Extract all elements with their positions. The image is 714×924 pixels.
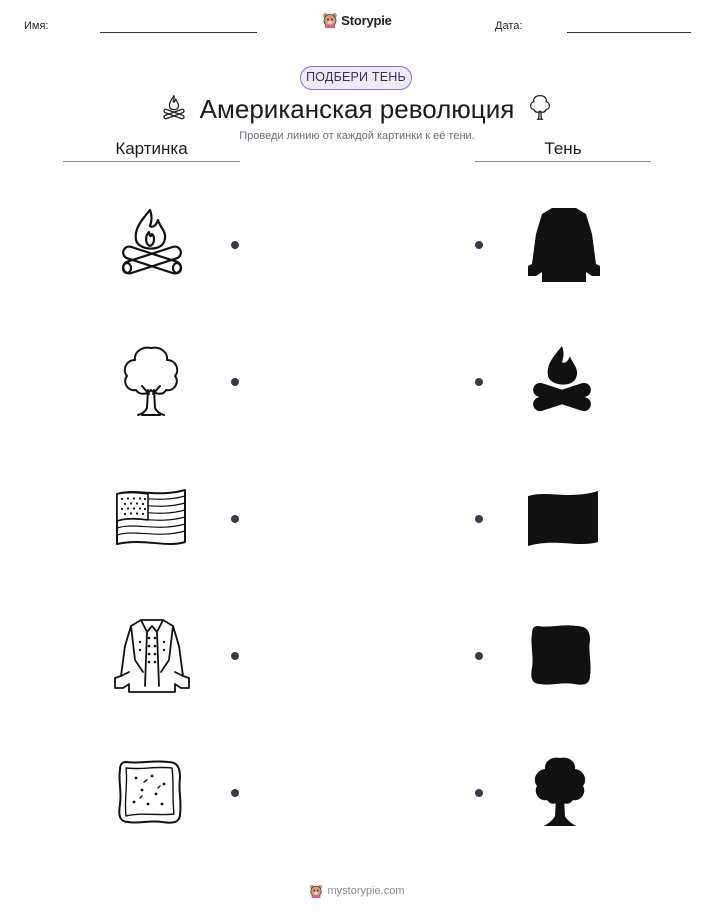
footer [0,884,714,903]
cracker-shadow [528,622,594,688]
picture-match-dot-3[interactable] [231,515,239,523]
campfire-icon [118,206,186,282]
shadow-match-dot-5[interactable] [475,789,483,797]
colonial-coat-icon [113,616,191,694]
bear-logo-icon [322,12,338,28]
name-label: Имя: [24,20,49,32]
picture-match-dot-5[interactable] [231,789,239,797]
tree-icon [118,344,184,418]
shadow-column-rule [475,161,651,162]
campfire-shadow [530,344,594,418]
shadow-match-dot-2[interactable] [475,378,483,386]
brand-name: Storypie [341,12,392,28]
shadow-match-dot-4[interactable] [475,652,483,660]
bear-footer-icon [309,884,323,898]
coat-shadow [526,206,602,282]
picture-match-dot-4[interactable] [231,652,239,660]
date-label: Дата: [495,20,523,32]
flag-shadow [526,488,600,550]
page-title: Американская революция [199,94,515,124]
brand-logo [0,12,714,33]
shadow-match-dot-1[interactable] [475,241,483,249]
american-flag-icon [114,486,188,550]
shadow-column-heading: Тень [544,139,582,158]
tree-shadow [531,756,589,828]
picture-match-dot-2[interactable] [231,378,239,386]
cracker-icon [116,758,184,826]
tree-decor-icon [526,92,554,127]
shadow-match-dot-3[interactable] [475,515,483,523]
picture-match-dot-1[interactable] [231,241,239,249]
worksheet-type-badge: ПОДБЕРИ ТЕНЬ [300,66,412,90]
date-line[interactable] [567,32,691,33]
picture-column-heading: Картинка [115,139,188,158]
picture-column-rule [63,161,240,162]
footer-url[interactable]: mystorypie.com [327,885,405,897]
instruction-text: Проведи линию от каждой картинки к её тени. [239,130,475,142]
